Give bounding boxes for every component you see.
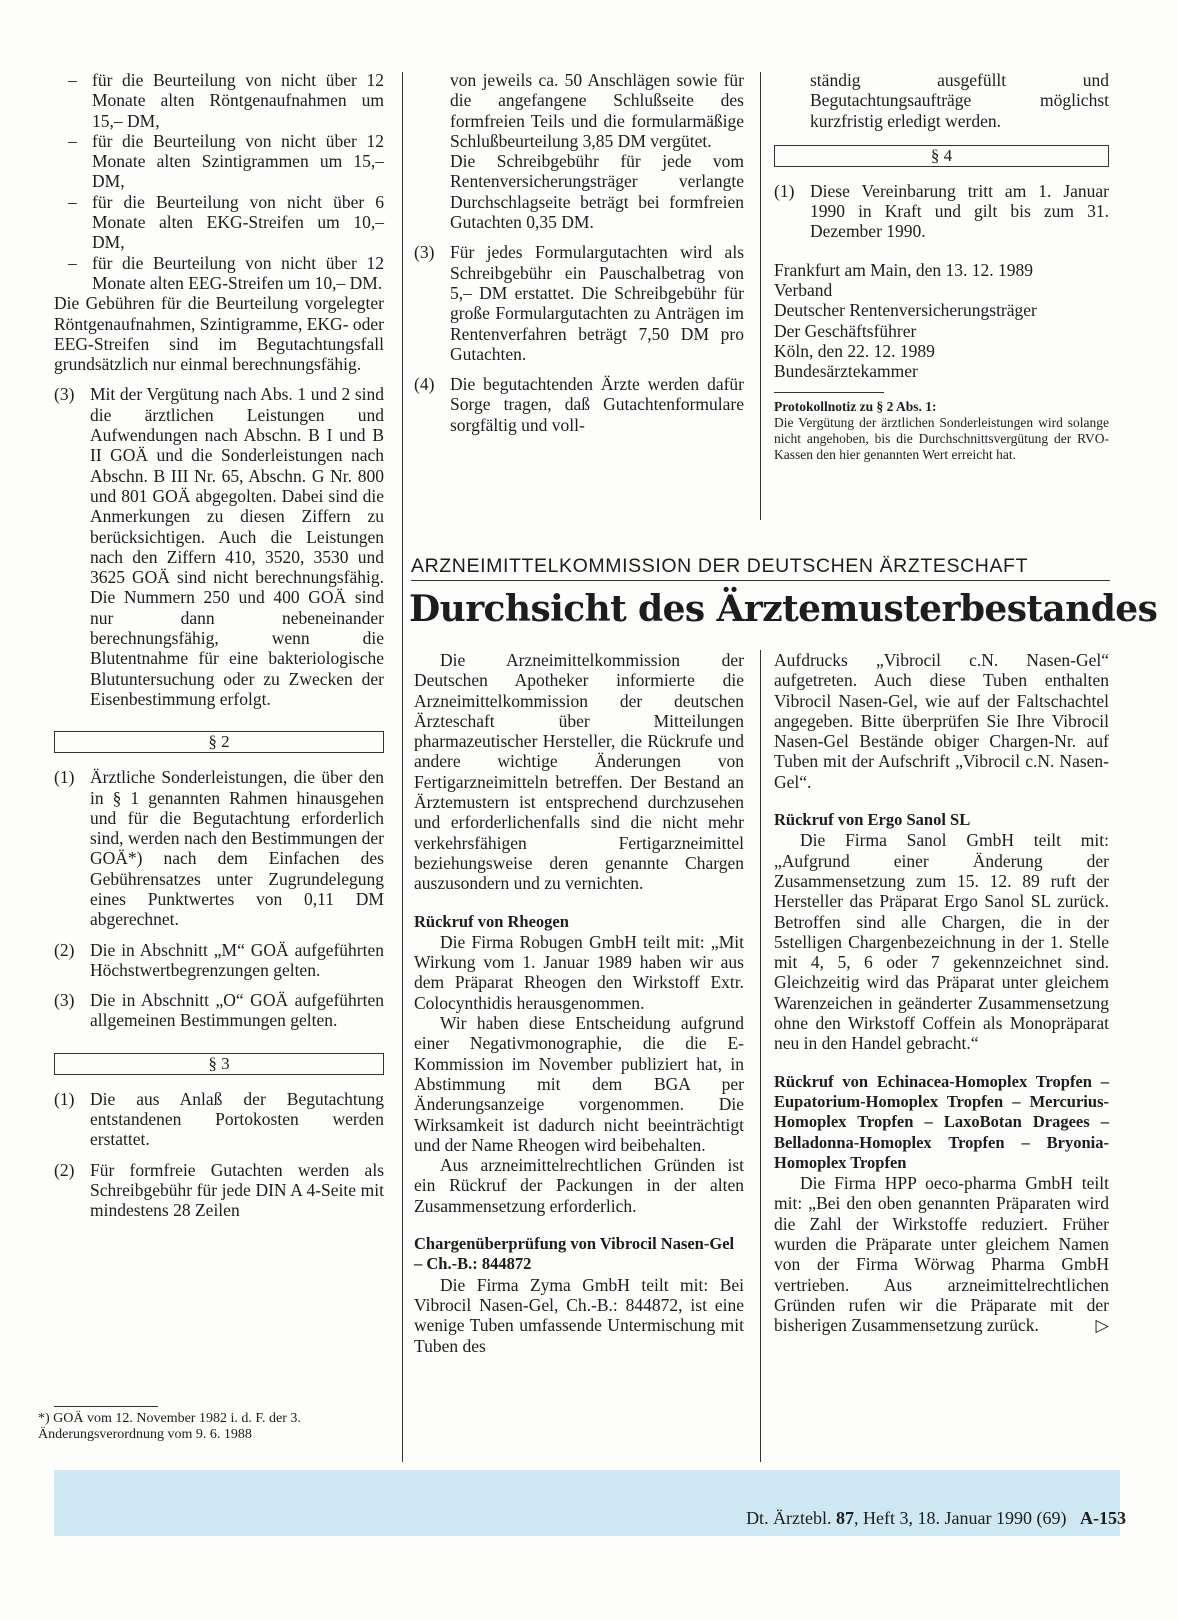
protocol-text: Die Vergütung der ärztlichen Sonderleistungen wird solange nicht angehoben, bis die Durchschnittsvergütung der RVO-Kassen den hier genannten Wert erreicht hat.: [774, 414, 1109, 462]
article-headline: Durchsicht des Ärztemusterbestandes: [409, 588, 1158, 630]
continued-text: Aufdrucks „Vibrocil c.N. Nasen-Gel“ aufgetreten. Auch diese Tuben enthalten Vibrocil Nasen-Gel, wie auf der Faltschachtel angegeben. Bitte überprüfen Sie Ihre Vibrocil Nasen-Gel Bestände obiger Chargen-Nr. auf Tuben mit der Aufschrift „Vibrocil c.N. Nasen-Gel“.: [774, 650, 1109, 792]
paragraph-text: Die in Abschnitt „O“ GOÄ aufgeführten allgemeinen Bestimmungen gelten.: [90, 990, 384, 1031]
signature-line: Frankfurt am Main, den 13. 12. 1989: [774, 259, 1034, 280]
paragraph-text: Diese Vereinbarung tritt am 1. Januar 1990 in Kraft und gilt bis zum 31. Dezember 1990.: [810, 180, 1109, 242]
continued-text: von jeweils ca. 50 Anschlägen sowie für die angefangene Schlußseite des formfreien Teils und die formularmäßige Schlußbeurteilung 3,85 DM vergütet.: [450, 70, 744, 151]
fee-item: – für die Beurteilung von nicht über 12 Monate alten Röntgenaufnahmen um 15,– DM,: [54, 70, 384, 131]
signature-line: Verband: [774, 280, 833, 301]
signature-line: Deutscher Rentenversicherungsträger: [774, 300, 1037, 321]
paragraph-number: (1): [54, 1088, 75, 1109]
subheading: Rückruf von Echinacea-Homoplex Tropfen – Eupatorium-Homoplex Tropfen – Mercurius-Homoplex Tropfen – LaxoBotan Dragees – Belladonna-Homoplex Tropfen – Bryonia-Homoplex Tropfen: [774, 1071, 1109, 1172]
column-divider: [760, 72, 761, 520]
paragraph-number: (2): [54, 1159, 75, 1180]
body-paragraph: Die Firma Zyma GmbH teilt mit: Bei Vibrocil Nasen-Gel, Ch.-B.: 844872, ist eine wenige Tuben umfassende Untermischung mit Tuben des: [414, 1274, 744, 1356]
column-1: [54, 70, 384, 1221]
journal-volume: 87: [836, 1508, 855, 1528]
paragraph: [414, 374, 744, 435]
paragraph-number: (3): [414, 242, 435, 263]
paragraph: [54, 940, 384, 981]
body-text: Die Firma HPP oeco-pharma GmbH teilt mit: „Bei den oben genannten Präparaten wird die Zahl der Wirkstoffe reduziert. Früher wurden die Präparate unter gleichem Namen von der Firma Wörwag Pharma GmbH vertrieben. Aus arzneimittelrechtlichen Gründen rufen wir die Präparate mit der bisherigen Zusammensetzung zurück.: [774, 1173, 1109, 1336]
fees-paragraph: Die Gebühren für die Beurteilung vorgelegter Röntgenaufnahmen, Szintigramme, EKG- oder EEG-Streifen sind im Begutachtungsfall grundsätzlich nur einmal berechnungsfähig.: [54, 293, 384, 375]
paragraph-number: (2): [54, 939, 75, 960]
page-number: A-153: [1080, 1508, 1126, 1528]
paragraph-number: (1): [774, 180, 795, 201]
article-column-right: [774, 650, 1109, 1336]
signature-line: Der Geschäftsführer: [774, 320, 917, 341]
article-kicker: ARZNEIMITTELKOMMISSION DER DEUTSCHEN ÄRZTESCHAFT: [411, 555, 1029, 577]
paragraph-text: Mit der Vergütung nach Abs. 1 und 2 sind die ärztlichen Leistungen und Aufwendungen nach Abschn. B I und B II GOÄ und die Sonderleistungen nach Abschn. B III Nr. 65, Abschn. G Nr. 800 und 801 GOÄ abgegolten. Dabei sind die Anmerkungen zu diesen Ziffern zu berücksichtigen. Auch die Leistungen nach den Ziffern 410, 3520, 3530 und 3625 GOÄ sind nicht berechnungsfähig. Die Nummern 250 und 400 GOÄ sind nur dann nebeneinander berechnungsfähig, wenn die Blutentnahme für eine bakteriologische Blutuntersuchung oder zu Zwecken der Eisenbestimmung erfolgt.: [90, 384, 384, 709]
continued-text: ständig ausgefüllt und Begutachtungsaufträge möglichst kurzfristig erledigt werden.: [810, 70, 1109, 131]
kicker-rule: [411, 580, 1110, 581]
protocol-title: Protokollnotiz zu § 2 Abs. 1:: [774, 398, 937, 414]
footnote-rule: [54, 1406, 158, 1407]
footnote: *) GOÄ vom 12. November 1982 i. d. F. der 3. Änderungsverordnung vom 9. 6. 1988: [38, 1411, 301, 1442]
body-paragraph: Die Firma Robugen GmbH teilt mit: „Mit Wirkung vom 1. Januar 1989 haben wir aus dem Präparat Rheogen den Wirkstoff Extr. Colocynthidis herausgenommen.: [414, 931, 744, 1013]
paragraph: [54, 1089, 384, 1150]
paragraph: [54, 990, 384, 1031]
paragraph-text: Ärztliche Sonderleistungen, die über den in § 1 genannten Rahmen hinausgehen und für die Begutachtung erforderlich sind, werden nach den Bestimmungen der GOÄ*) nach dem Einfachen des Gebührensatzes unter Zugrundelegung eines Punktwertes von 0,11 DM abgerechnet.: [90, 767, 384, 930]
page-footer: [746, 1508, 1126, 1529]
article-column-left: [414, 650, 744, 1356]
column-2: [414, 70, 744, 435]
column-divider: [402, 72, 403, 1462]
paragraph-number: (3): [54, 384, 75, 405]
paragraph: [774, 181, 1109, 242]
column-divider: [760, 650, 761, 1462]
journal-name: Dt. Ärztebl.: [746, 1508, 832, 1528]
signature-line: Bundesärztekammer: [774, 361, 918, 382]
paragraph-text: Die aus Anlaß der Begutachtung entstandenen Portokosten werden erstattet.: [90, 1088, 384, 1150]
signature-line: Köln, den 22. 12. 1989: [774, 340, 935, 361]
section-heading: § 4: [774, 145, 1109, 167]
paragraph-number: (4): [414, 374, 435, 395]
paragraph-text: Die begutachtenden Ärzte werden dafür Sorge tragen, daß Gutachtenformulare sorgfältig und voll-: [450, 374, 744, 435]
continue-arrow-icon: ▷: [1095, 1315, 1109, 1336]
article-intro: Die Arzneimittelkommission der Deutschen Apotheker informierte die Arzneimittelkommission der deutschen Ärzteschaft über Mitteilungen pharmazeutischer Hersteller, die Rückrufe und andere wichtige Änderungen von Fertigarzneimitteln betreffen. Der Bestand an Ärztemustern ist entsprechend durchzusehen und erforderlichenfalls sind die nicht mehr verkehrsfähigen Fertigarzneimittel beziehungsweise deren genannte Chargen auszusondern und zu vernichten.: [414, 650, 744, 894]
body-paragraph: [774, 1173, 1109, 1335]
fee-item: – für die Beurteilung von nicht über 12 Monate alten Szintigrammen um 15,– DM,: [54, 131, 384, 192]
subheading: Rückruf von Ergo Sanol SL: [774, 810, 971, 830]
section-heading: § 3: [54, 1053, 384, 1075]
paragraph-3: [54, 384, 384, 709]
paragraph-number: (3): [54, 990, 75, 1011]
fee-item: – für die Beurteilung von nicht über 6 Monate alten EKG-Streifen um 10,– DM,: [54, 192, 384, 253]
body-paragraph: Wir haben diese Entscheidung aufgrund einer Negativmonographie, die die E-Kommission im November publiziert hat, in Abstimmung mit dem BGA per Änderungsanzeige vorgenommen. Die Wirksamkeit ist dadurch nicht beeinträchtigt und der Name Rheogen wird beibehalten.: [414, 1013, 744, 1155]
paragraph: [54, 1160, 384, 1221]
paragraph-number: (1): [54, 767, 75, 788]
protocol-rule: [774, 392, 884, 393]
subheading: Chargenüberprüfung von Vibrocil Nasen-Gel – Ch.-B.: 844872: [414, 1234, 735, 1274]
section-heading: § 2: [54, 731, 384, 753]
paragraph-text: Die in Abschnitt „M“ GOÄ aufgeführten Höchstwertbegrenzungen gelten.: [90, 939, 384, 980]
paragraph-text: Für jedes Formulargutachten wird als Schreibgebühr ein Pauschalbetrag von 5,– DM erstattet. Die Schreibgebühr für große Formulargutachten zu Anträgen im Rentenverfahren beträgt 7,50 DM pro Gutachten.: [450, 242, 744, 364]
column-3: [774, 70, 1109, 463]
paragraph: [414, 242, 744, 364]
continued-text: Die Schreibgebühr für jede vom Rentenversicherungsträger verlangte Durchschlagseite beträgt bei formfreien Gutachten 0,35 DM.: [450, 151, 744, 233]
fee-item: – für die Beurteilung von nicht über 12 Monate alten EEG-Streifen um 10,– DM.: [54, 253, 384, 294]
issue-info: , Heft 3, 18. Januar 1990 (69): [854, 1508, 1067, 1528]
subheading: Rückruf von Rheogen: [414, 911, 569, 931]
paragraph-text: Für formfreie Gutachten werden als Schreibgebühr für jede DIN A 4-Seite mit mindestens 28 Zeilen: [90, 1159, 384, 1221]
paragraph: [54, 767, 384, 929]
body-paragraph: Aus arzneimittelrechtlichen Gründen ist ein Rückruf der Packungen in der alten Zusammensetzung erforderlich.: [414, 1155, 744, 1216]
body-paragraph: Die Firma Sanol GmbH teilt mit: „Aufgrund einer Änderung der Zusammensetzung zum 15. 12. 89 ruft der Hersteller das Präparat Ergo Sanol SL zurück. Betroffen sind alle Chargen, die in der 5stelligen Chargenbezeichnung in der 1. Stelle mit 4, 5, 6 oder 7 gekennzeichnet sind. Gleichzeitig wird das Präparat unter gleichem Warenzeichen in geänderter Zusammensetzung ohne den Wirkstoff Coffein als Monopräparat neu in den Handel gebracht.“: [774, 830, 1109, 1054]
